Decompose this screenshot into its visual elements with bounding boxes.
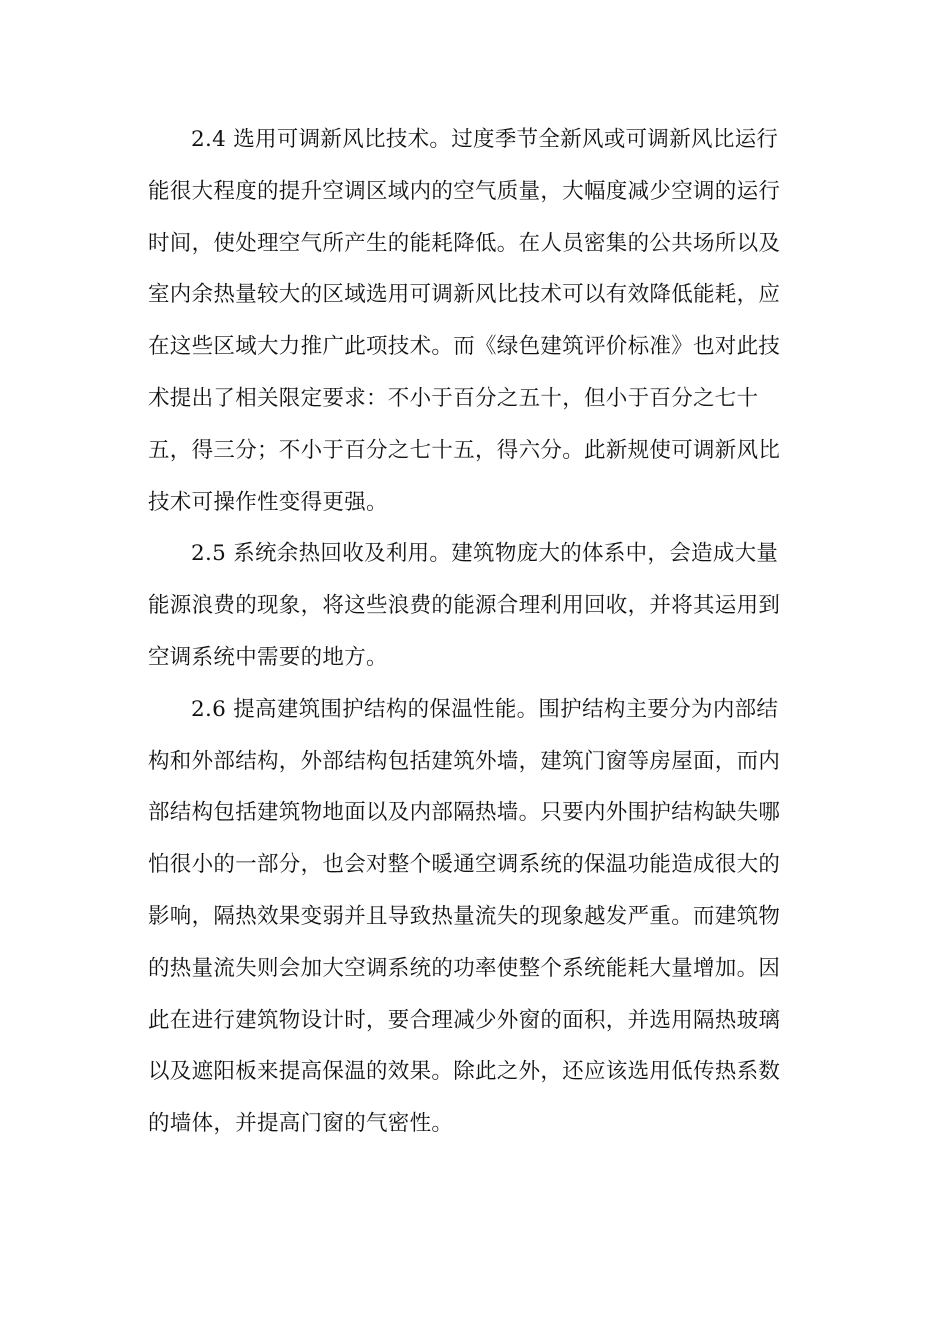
- text-line: 的墙体，并提高门窗的气密性。: [148, 1111, 454, 1137]
- text-line: 2.6 提高建筑围护结构的保温性能。围护结构主要分为内部结: [191, 696, 779, 722]
- text-line: 部结构包括建筑物地面以及内部隔热墙。只要内外围护结构缺失哪: [148, 800, 781, 826]
- text-line: 时间，使处理空气所产生的能耗降低。在人员密集的公共场所以及: [148, 230, 781, 256]
- text-line: 的热量流失则会加大空调系统的功率使整个系统能耗大量增加。因: [148, 955, 781, 981]
- text-line: 此在进行建筑物设计时，要合理减少外窗的面积，并选用隔热玻璃: [148, 1007, 781, 1033]
- text-line: 以及遮阳板来提高保温的效果。除此之外，还应该选用低传热系数: [148, 1059, 781, 1085]
- text-line: 在这些区域大力推广此项技术。而《绿色建筑评价标准》也对此技: [148, 334, 781, 360]
- text-line: 术提出了相关限定要求：不小于百分之五十，但小于百分之七十: [148, 385, 759, 411]
- paragraph-2-4: [148, 114, 798, 528]
- text-line: 能源浪费的现象，将这些浪费的能源合理利用回收，并将其运用到: [148, 593, 781, 619]
- document-page: [148, 114, 798, 1150]
- text-line: 2.4 选用可调新风比技术。过度季节全新风或可调新风比运行: [191, 127, 779, 152]
- text-line: 技术可操作性变得更强。: [148, 489, 388, 515]
- text-line: 影响，隔热效果变弱并且导致热量流失的现象越发严重。而建筑物: [148, 903, 781, 929]
- text-line: 能很大程度的提升空调区域内的空气质量，大幅度减少空调的运行: [148, 178, 781, 204]
- text-line: 空调系统中需要的地方。: [148, 644, 388, 670]
- text-line: 五，得三分；不小于百分之七十五，得六分。此新规使可调新风比: [148, 437, 781, 463]
- text-line: 室内余热量较大的区域选用可调新风比技术可以有效降低能耗，应: [148, 282, 781, 308]
- text-line: 怕很小的一部分，也会对整个暖通空调系统的保温功能造成很大的: [148, 852, 781, 878]
- text-line: 2.5 系统余热回收及利用。建筑物庞大的体系中，会造成大量: [191, 541, 779, 567]
- paragraph-2-5: [148, 528, 798, 683]
- paragraph-2-6: [148, 684, 798, 1150]
- text-line: 构和外部结构，外部结构包括建筑外墙，建筑门窗等房屋面，而内: [148, 748, 781, 774]
